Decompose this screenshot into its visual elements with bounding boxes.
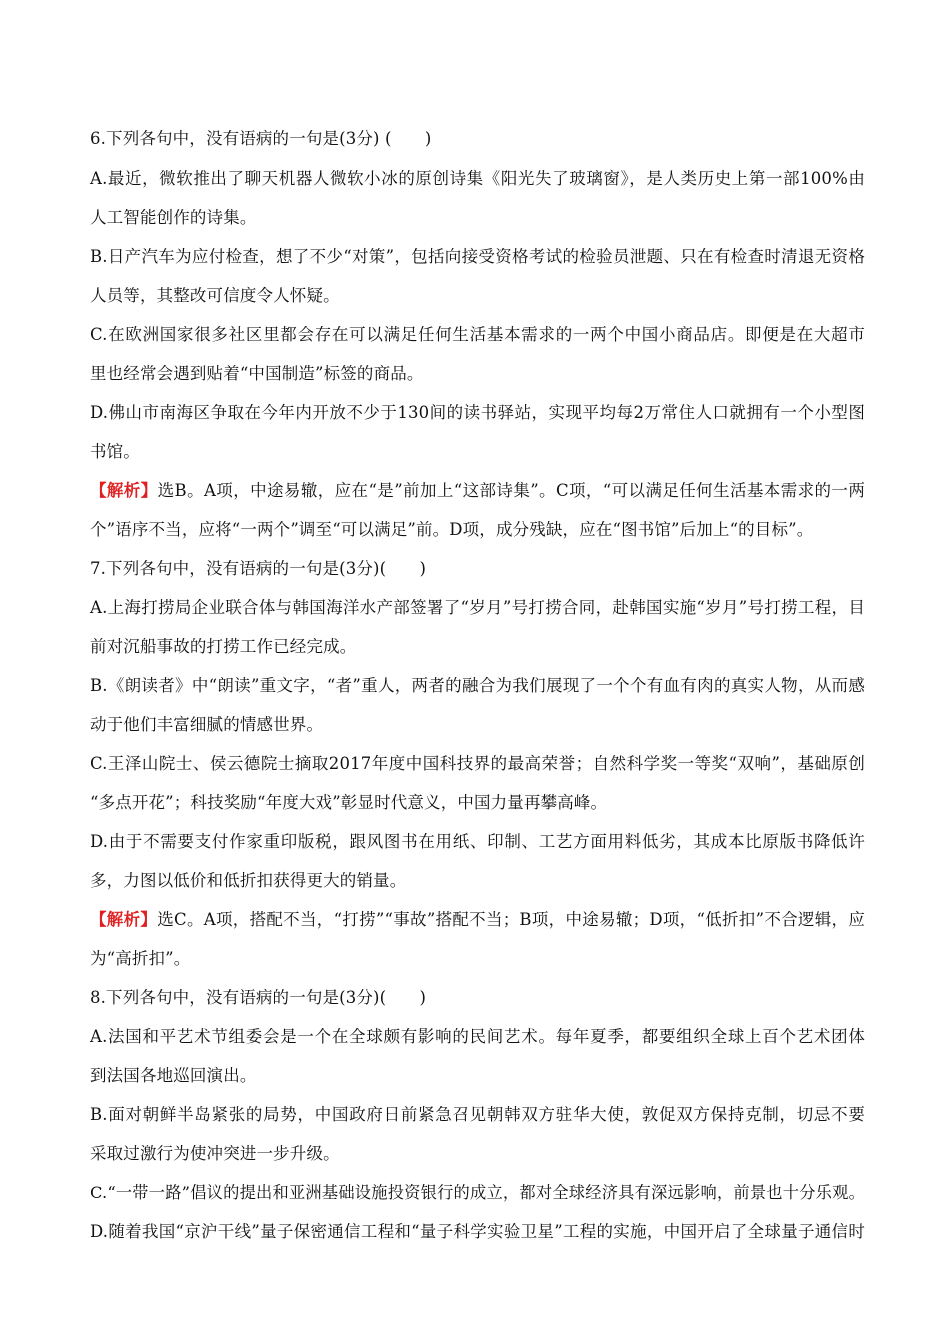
question-8-option-a-line-2: 到法国各地巡回演出。 xyxy=(90,1066,257,1085)
question-6-option-d-line-1: D.佛山市南海区争取在今年内开放不少于130间的读书驿站，实现平均每2万常住人口就拥有一个小型图 xyxy=(90,403,865,422)
question-7-option-d-line-1: D.由于不需要支付作家重印版税，跟风图书在用纸、印制、工艺方面用料低劣，其成本比原版书降低许 xyxy=(90,832,865,851)
question-6-option-c-line-1: C.在欧洲国家很多社区里都会存在可以满足任何生活基本需求的一两个中国小商品店。即便是在大超市 xyxy=(90,325,865,344)
analysis-text: 选C。A项，搭配不当，“打捞”“事故”搭配不当；B项，中途易辙；D项，“低折扣”不合逻辑，应 xyxy=(157,910,865,929)
question-6-stem: 6.下列各句中，没有语病的一句是(3分) ( ) xyxy=(90,129,432,148)
question-6-option-b-line-1: B.日产汽车为应付检查，想了不少“对策”，包括向接受资格考试的检验员泄题、只在有检查时清退无资格 xyxy=(90,247,865,266)
question-7-option-c-line-2: “多点开花”；科技奖励“年度大戏”彰显时代意义，中国力量再攀高峰。 xyxy=(90,793,608,812)
question-7-option-a-line-2: 前对沉船事故的打捞工作已经完成。 xyxy=(90,637,357,656)
question-8-option-b-line-2: 采取过激行为使冲突进一步升级。 xyxy=(90,1144,340,1163)
question-7-stem: 7.下列各句中，没有语病的一句是(3分)( ) xyxy=(90,559,427,578)
question-6-option-d-line-2: 书馆。 xyxy=(90,442,140,461)
question-8-stem: 8.下列各句中，没有语病的一句是(3分)( ) xyxy=(90,988,427,1007)
question-7-option-c-line-1: C.王泽山院士、侯云德院士摘取2017年度中国科技界的最高荣誉；自然科学奖一等奖“双响”，基础原创 xyxy=(90,754,865,773)
question-6-analysis-line-2: 个”语序不当，应将“一两个”调至“可以满足”前。D项，成分残缺，应在“图书馆”后加上“的目标”。 xyxy=(90,520,814,539)
question-6-option-a-line-2: 人工智能创作的诗集。 xyxy=(90,208,257,227)
question-7-option-a-line-1: A.上海打捞局企业联合体与韩国海洋水产部签署了“岁月”号打捞合同，赴韩国实施“岁月”号打捞工程，目 xyxy=(90,598,865,617)
question-7-analysis-line-2: 为“高折扣”。 xyxy=(90,949,191,968)
question-6-option-a-line-1: A.最近，微软推出了聊天机器人微软小冰的原创诗集《阳光失了玻璃窗》，是人类历史上第一部100%由 xyxy=(90,169,865,188)
question-6-option-b-line-2: 人员等，其整改可信度令人怀疑。 xyxy=(90,286,340,305)
question-8-option-c-line-1: C.“一带一路”倡议的提出和亚洲基础设施投资银行的成立，都对全球经济具有深远影响，前景也十分乐观。 xyxy=(90,1183,865,1202)
question-7-analysis-line-1 xyxy=(90,909,865,931)
question-6-analysis-line-1 xyxy=(90,480,865,502)
question-6-option-c-line-2: 里也经常会遇到贴着“中国制造”标签的商品。 xyxy=(90,364,424,383)
question-7-option-b-line-2: 动于他们丰富细腻的情感世界。 xyxy=(90,715,324,734)
question-7-option-d-line-2: 多，力图以低价和低折扣获得更大的销量。 xyxy=(90,871,407,890)
question-8-option-b-line-1: B.面对朝鲜半岛紧张的局势，中国政府日前紧急召见朝韩双方驻华大使，敦促双方保持克制，切忌不要 xyxy=(90,1105,865,1124)
question-7-option-b-line-1: B.《朗读者》中“朗读”重文字，“者”重人，两者的融合为我们展现了一个个有血有肉的真实人物，从而感 xyxy=(90,676,865,695)
analysis-text: 选B。A项，中途易辙，应在“是”前加上“这部诗集”。C项，“可以满足任何生活基本需求的一两 xyxy=(157,481,865,500)
question-8-option-d-line-1: D.随着我国“京沪干线”量子保密通信工程和“量子科学实验卫星”工程的实施，中国开启了全球量子通信时 xyxy=(90,1222,865,1241)
question-8-option-a-line-1: A.法国和平艺术节组委会是一个在全球颇有影响的民间艺术。每年夏季，都要组织全球上百个艺术团体 xyxy=(90,1027,865,1046)
analysis-tag: 【解析】 xyxy=(90,910,158,929)
analysis-tag: 【解析】 xyxy=(90,481,158,500)
